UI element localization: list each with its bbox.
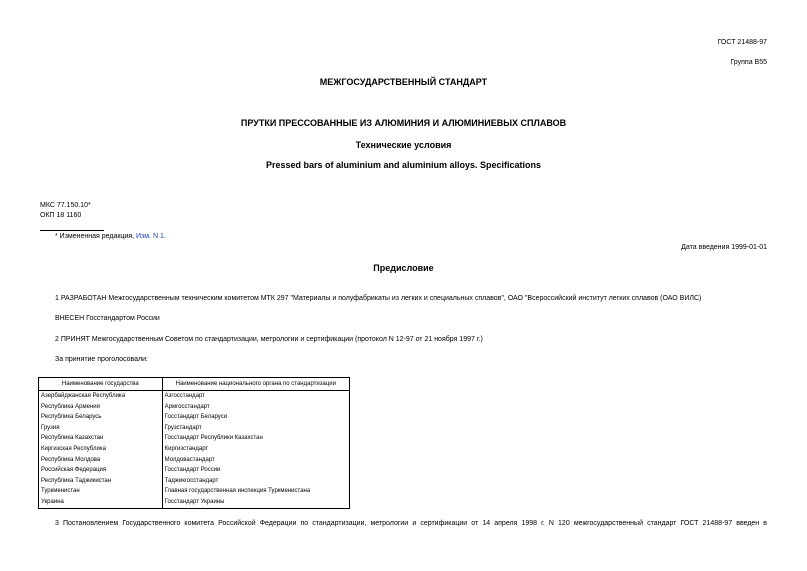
table-row [39,455,350,466]
state-cell: Украина [39,497,163,508]
standards-body-cell: Госстандарт Беларуси [162,412,349,423]
standards-body-cell: Таджикгосстандарт [162,476,349,487]
state-cell: Республика Молдова [39,455,163,466]
state-cell: Туркменистан [39,486,163,497]
preface-paragraph-3: 3 Постановлением Государственного комитета Российской Федерации по стандартизации, метрологии и сертификации от 14 апреля 1998 г. N 120 межгосударственный стандарт ГОСТ 21488-97 введен в [55,520,767,527]
standards-body-cell: Госстандарт Республики Казахстан [162,433,349,444]
voting-states-table [38,377,350,509]
standards-body-cell: Киргизстандарт [162,444,349,455]
footnote-divider [40,230,104,231]
mks-code: МКС 77.150.10* [40,202,91,209]
column-header-state: Наименование государства [39,378,163,391]
preface-heading: Предисловие [373,263,434,273]
standard-type-heading: МЕЖГОСУДАРСТВЕННЫЙ СТАНДАРТ [319,77,488,87]
standards-body-cell: Грузстандарт [162,423,349,434]
footnote [55,232,166,241]
preface-voted-label: За принятие проголосовали: [55,356,148,363]
document-subtitle: Технические условия [355,140,452,150]
state-cell: Азербайджанская Республика [39,391,163,402]
state-cell: Грузия [39,423,163,434]
preface-introduced-by: ВНЕСЕН Госстандартом России [55,315,160,322]
table-row [39,402,350,413]
document-title: ПРУТКИ ПРЕССОВАННЫЕ ИЗ АЛЮМИНИЯ И АЛЮМИНИЕВЫХ СПЛАВОВ [240,118,567,128]
document-title-english: Pressed bars of aluminium and aluminium alloys. Specifications [265,160,542,170]
table-row [39,423,350,434]
column-header-standards-body: Наименование национального органа по стандартизации [162,378,349,391]
document-group: Группа В55 [730,59,767,66]
introduction-date: Дата введения 1999-01-01 [681,244,767,251]
table-row [39,412,350,423]
table-row [39,444,350,455]
state-cell: Российская Федерация [39,465,163,476]
standards-body-cell: Госстандарт Украины [162,497,349,508]
footnote-end: . [163,233,166,240]
table-header-row [39,378,350,391]
preface-paragraph-1: 1 РАЗРАБОТАН Межгосударственным техническим комитетом МТК 297 "Материалы и полуфабрикаты из легких и специальных сплавов", ОАО "Всероссийский институт легких сплавов (ОАО ВИЛС) [55,295,702,302]
table-row [39,465,350,476]
table-row [39,391,350,402]
state-cell: Республика Беларусь [39,412,163,423]
table-row [39,497,350,508]
state-cell: Республика Таджикистан [39,476,163,487]
standards-body-cell: Главная государственная инспекция Туркменистана [162,486,349,497]
document-code: ГОСТ 21488-97 [717,39,767,46]
table-row [39,433,350,444]
table-row [39,476,350,487]
state-cell: Республика Казахстан [39,433,163,444]
standards-body-cell: Госстандарт России [162,465,349,476]
standards-body-cell: Азгосстандарт [162,391,349,402]
amendment-link[interactable]: Изм. N 1 [136,233,164,240]
state-cell: Республика Армения [39,402,163,413]
state-cell: Киргизская Республика [39,444,163,455]
footnote-text: * Измененная редакция, [55,233,137,240]
standards-body-cell: Армгосстандарт [162,402,349,413]
preface-paragraph-2: 2 ПРИНЯТ Межгосударственным Советом по стандартизации, метрологии и сертификации (протокол N 12-97 от 21 ноября 1997 г.) [55,336,483,343]
table-row [39,486,350,497]
standards-body-cell: Молдовастандарт [162,455,349,466]
okp-code: ОКП 18 1160 [40,212,82,219]
